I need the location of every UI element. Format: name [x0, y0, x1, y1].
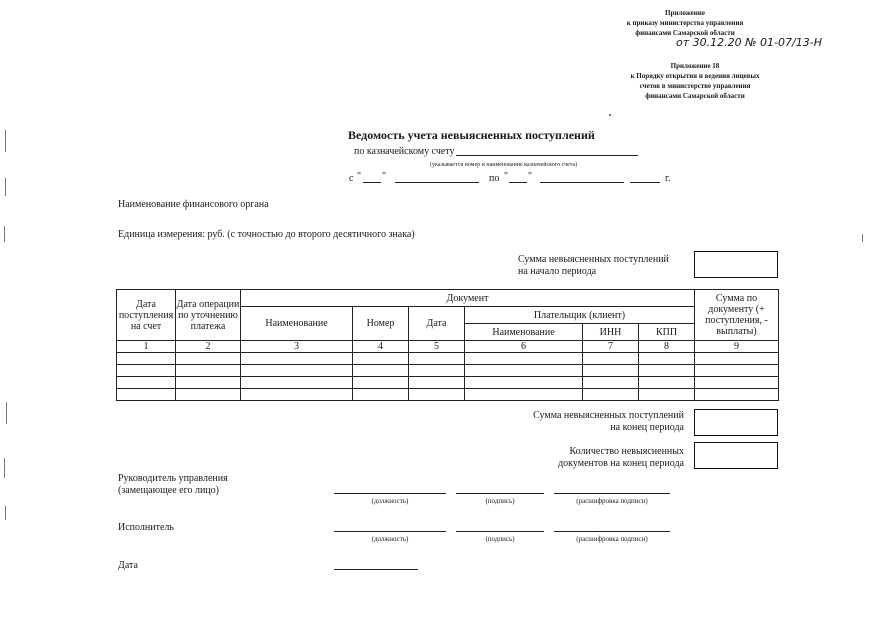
label-line: Количество невыясненных	[569, 446, 684, 457]
table-cell[interactable]	[176, 377, 241, 389]
signature-hint: (подпись)	[485, 535, 515, 543]
table-cell[interactable]	[241, 353, 353, 365]
label-line: Сумма невыясненных поступлений	[533, 410, 684, 421]
table-row	[117, 353, 779, 365]
table-cell[interactable]	[695, 389, 779, 401]
table-row	[117, 365, 779, 377]
col-header-payer-name: Наименование	[465, 324, 583, 341]
table-cell[interactable]	[241, 377, 353, 389]
decode-hint: (расшифровка подписи)	[576, 535, 648, 543]
account-label: по казначейскому счету	[354, 146, 455, 157]
appendix-line: к Порядку открытия и ведения лицевых	[630, 72, 760, 80]
col-header-doc-name: Наименование	[241, 307, 353, 341]
appendix-line: к приказу министерства управления	[626, 19, 744, 27]
date-field-line[interactable]	[334, 569, 418, 570]
scan-artifact	[5, 130, 6, 152]
table-cell[interactable]	[353, 389, 409, 401]
column-number: 4	[353, 341, 409, 353]
scan-artifact	[4, 458, 5, 478]
appendix-18-header	[610, 61, 780, 101]
appendix-header	[600, 8, 770, 38]
table-row	[117, 377, 779, 389]
order-reference: от 30.12.20 № 01-07/13-Н	[676, 36, 822, 49]
table-cell[interactable]	[241, 389, 353, 401]
executor-decode-line[interactable]	[554, 531, 670, 532]
scan-artifact	[4, 226, 5, 242]
quote-mark: "	[357, 171, 362, 182]
table-cell[interactable]	[176, 389, 241, 401]
table-cell[interactable]	[353, 353, 409, 365]
quote-mark: "	[528, 171, 533, 182]
sum-start-field[interactable]	[694, 251, 778, 278]
table-cell[interactable]	[639, 365, 695, 377]
table-cell[interactable]	[695, 377, 779, 389]
col-header-sum: Сумма по документу (+ поступления, - выплаты)	[695, 290, 779, 341]
period-from-month-line	[395, 182, 479, 183]
appendix-line: Приложение	[665, 9, 705, 17]
table-cell[interactable]	[117, 377, 176, 389]
period-to-month-line	[540, 182, 624, 183]
column-number: 5	[409, 341, 465, 353]
org-label: Наименование финансового органа	[118, 199, 269, 210]
executor-position-line[interactable]	[334, 531, 446, 532]
appendix-line: финансами Самарской области	[635, 29, 735, 37]
column-number: 8	[639, 341, 695, 353]
period-to-label: по	[489, 173, 500, 184]
scan-artifact	[5, 178, 6, 196]
executor-signature-line[interactable]	[456, 531, 544, 532]
table-cell[interactable]	[117, 353, 176, 365]
table-cell[interactable]	[695, 365, 779, 377]
executor-label: Исполнитель	[118, 522, 174, 533]
table-cell[interactable]	[409, 389, 465, 401]
table-cell[interactable]	[409, 377, 465, 389]
position-hint: (должность)	[371, 535, 409, 543]
col-header-kpp: КПП	[639, 324, 695, 341]
table-cell[interactable]	[353, 365, 409, 377]
sum-end-field[interactable]	[694, 409, 778, 436]
table-cell[interactable]	[117, 365, 176, 377]
column-number: 3	[241, 341, 353, 353]
scan-artifact	[6, 402, 7, 424]
head-decode-line[interactable]	[554, 493, 670, 494]
label-line: Сумма невыясненных поступлений	[518, 254, 669, 265]
label-line: на начало периода	[518, 266, 597, 277]
decode-hint: (расшифровка подписи)	[576, 497, 648, 505]
sum-end-label	[480, 410, 684, 434]
head-signature-line[interactable]	[456, 493, 544, 494]
scan-artifact	[862, 234, 863, 242]
table-cell[interactable]	[409, 365, 465, 377]
period-from-day-line	[363, 182, 381, 183]
head-position-line[interactable]	[334, 493, 446, 494]
table-cell[interactable]	[176, 353, 241, 365]
appendix-line: финансами Самарской области	[645, 92, 745, 100]
col-header-doc-number: Номер	[353, 307, 409, 341]
table-cell[interactable]	[695, 353, 779, 365]
account-hint: (указывается номер и наименование казначейского счета)	[430, 162, 578, 168]
signature-hint: (подпись)	[485, 497, 515, 505]
col-header-inn: ИНН	[583, 324, 639, 341]
count-end-field[interactable]	[694, 442, 778, 469]
table-cell[interactable]	[583, 353, 639, 365]
account-field-line	[456, 155, 638, 156]
period-to-day-line	[509, 182, 527, 183]
quote-mark: "	[382, 171, 387, 182]
table-cell[interactable]	[583, 365, 639, 377]
sum-start-label	[518, 254, 669, 278]
label-line: Руководитель управления	[118, 473, 228, 484]
appendix-line: Приложение 18	[670, 62, 720, 70]
table-cell[interactable]	[353, 377, 409, 389]
label-line: документов на конец периода	[558, 458, 684, 469]
label-line: (замещающее его лицо)	[118, 485, 219, 496]
table-cell[interactable]	[117, 389, 176, 401]
group-header-document: Документ	[241, 290, 695, 307]
column-number: 9	[695, 341, 779, 353]
head-signature-label	[118, 473, 228, 497]
table-cell[interactable]	[409, 353, 465, 365]
position-hint: (должность)	[371, 497, 409, 505]
scan-artifact	[609, 114, 611, 116]
quote-mark: "	[504, 171, 509, 182]
table-cell[interactable]	[583, 377, 639, 389]
col-header-doc-date: Дата	[409, 307, 465, 341]
period-year-line	[630, 182, 660, 183]
date-label: Дата	[118, 560, 138, 571]
appendix-line: счетов в министерстве управления	[639, 82, 751, 90]
table-cell[interactable]	[639, 377, 695, 389]
table-cell[interactable]	[639, 353, 695, 365]
col-header-date-operation: Дата операции по уточнению платежа	[176, 290, 241, 341]
scan-artifact	[5, 506, 6, 520]
table-cell[interactable]	[465, 353, 583, 365]
table-row	[117, 389, 779, 401]
table-cell[interactable]	[583, 389, 639, 401]
table-cell[interactable]	[241, 365, 353, 377]
count-end-label	[480, 446, 684, 470]
unidentified-receipts-table	[116, 289, 779, 401]
column-number: 7	[583, 341, 639, 353]
table-cell[interactable]	[465, 377, 583, 389]
table-cell[interactable]	[465, 365, 583, 377]
column-number: 1	[117, 341, 176, 353]
col-header-date-received: Дата поступления на счет	[117, 290, 176, 341]
column-number: 6	[465, 341, 583, 353]
column-number: 2	[176, 341, 241, 353]
label-line: на конец периода	[610, 422, 684, 433]
table-cell[interactable]	[639, 389, 695, 401]
period-from-label: с	[349, 173, 354, 184]
year-suffix: г.	[665, 173, 671, 184]
table-cell[interactable]	[465, 389, 583, 401]
document-title: Ведомость учета невыясненных поступлений	[348, 128, 595, 142]
table-cell[interactable]	[176, 365, 241, 377]
group-header-payer: Плательщик (клиент)	[465, 307, 695, 324]
unit-label: Единица измерения: руб. (с точностью до второго десятичного знака)	[118, 229, 415, 240]
